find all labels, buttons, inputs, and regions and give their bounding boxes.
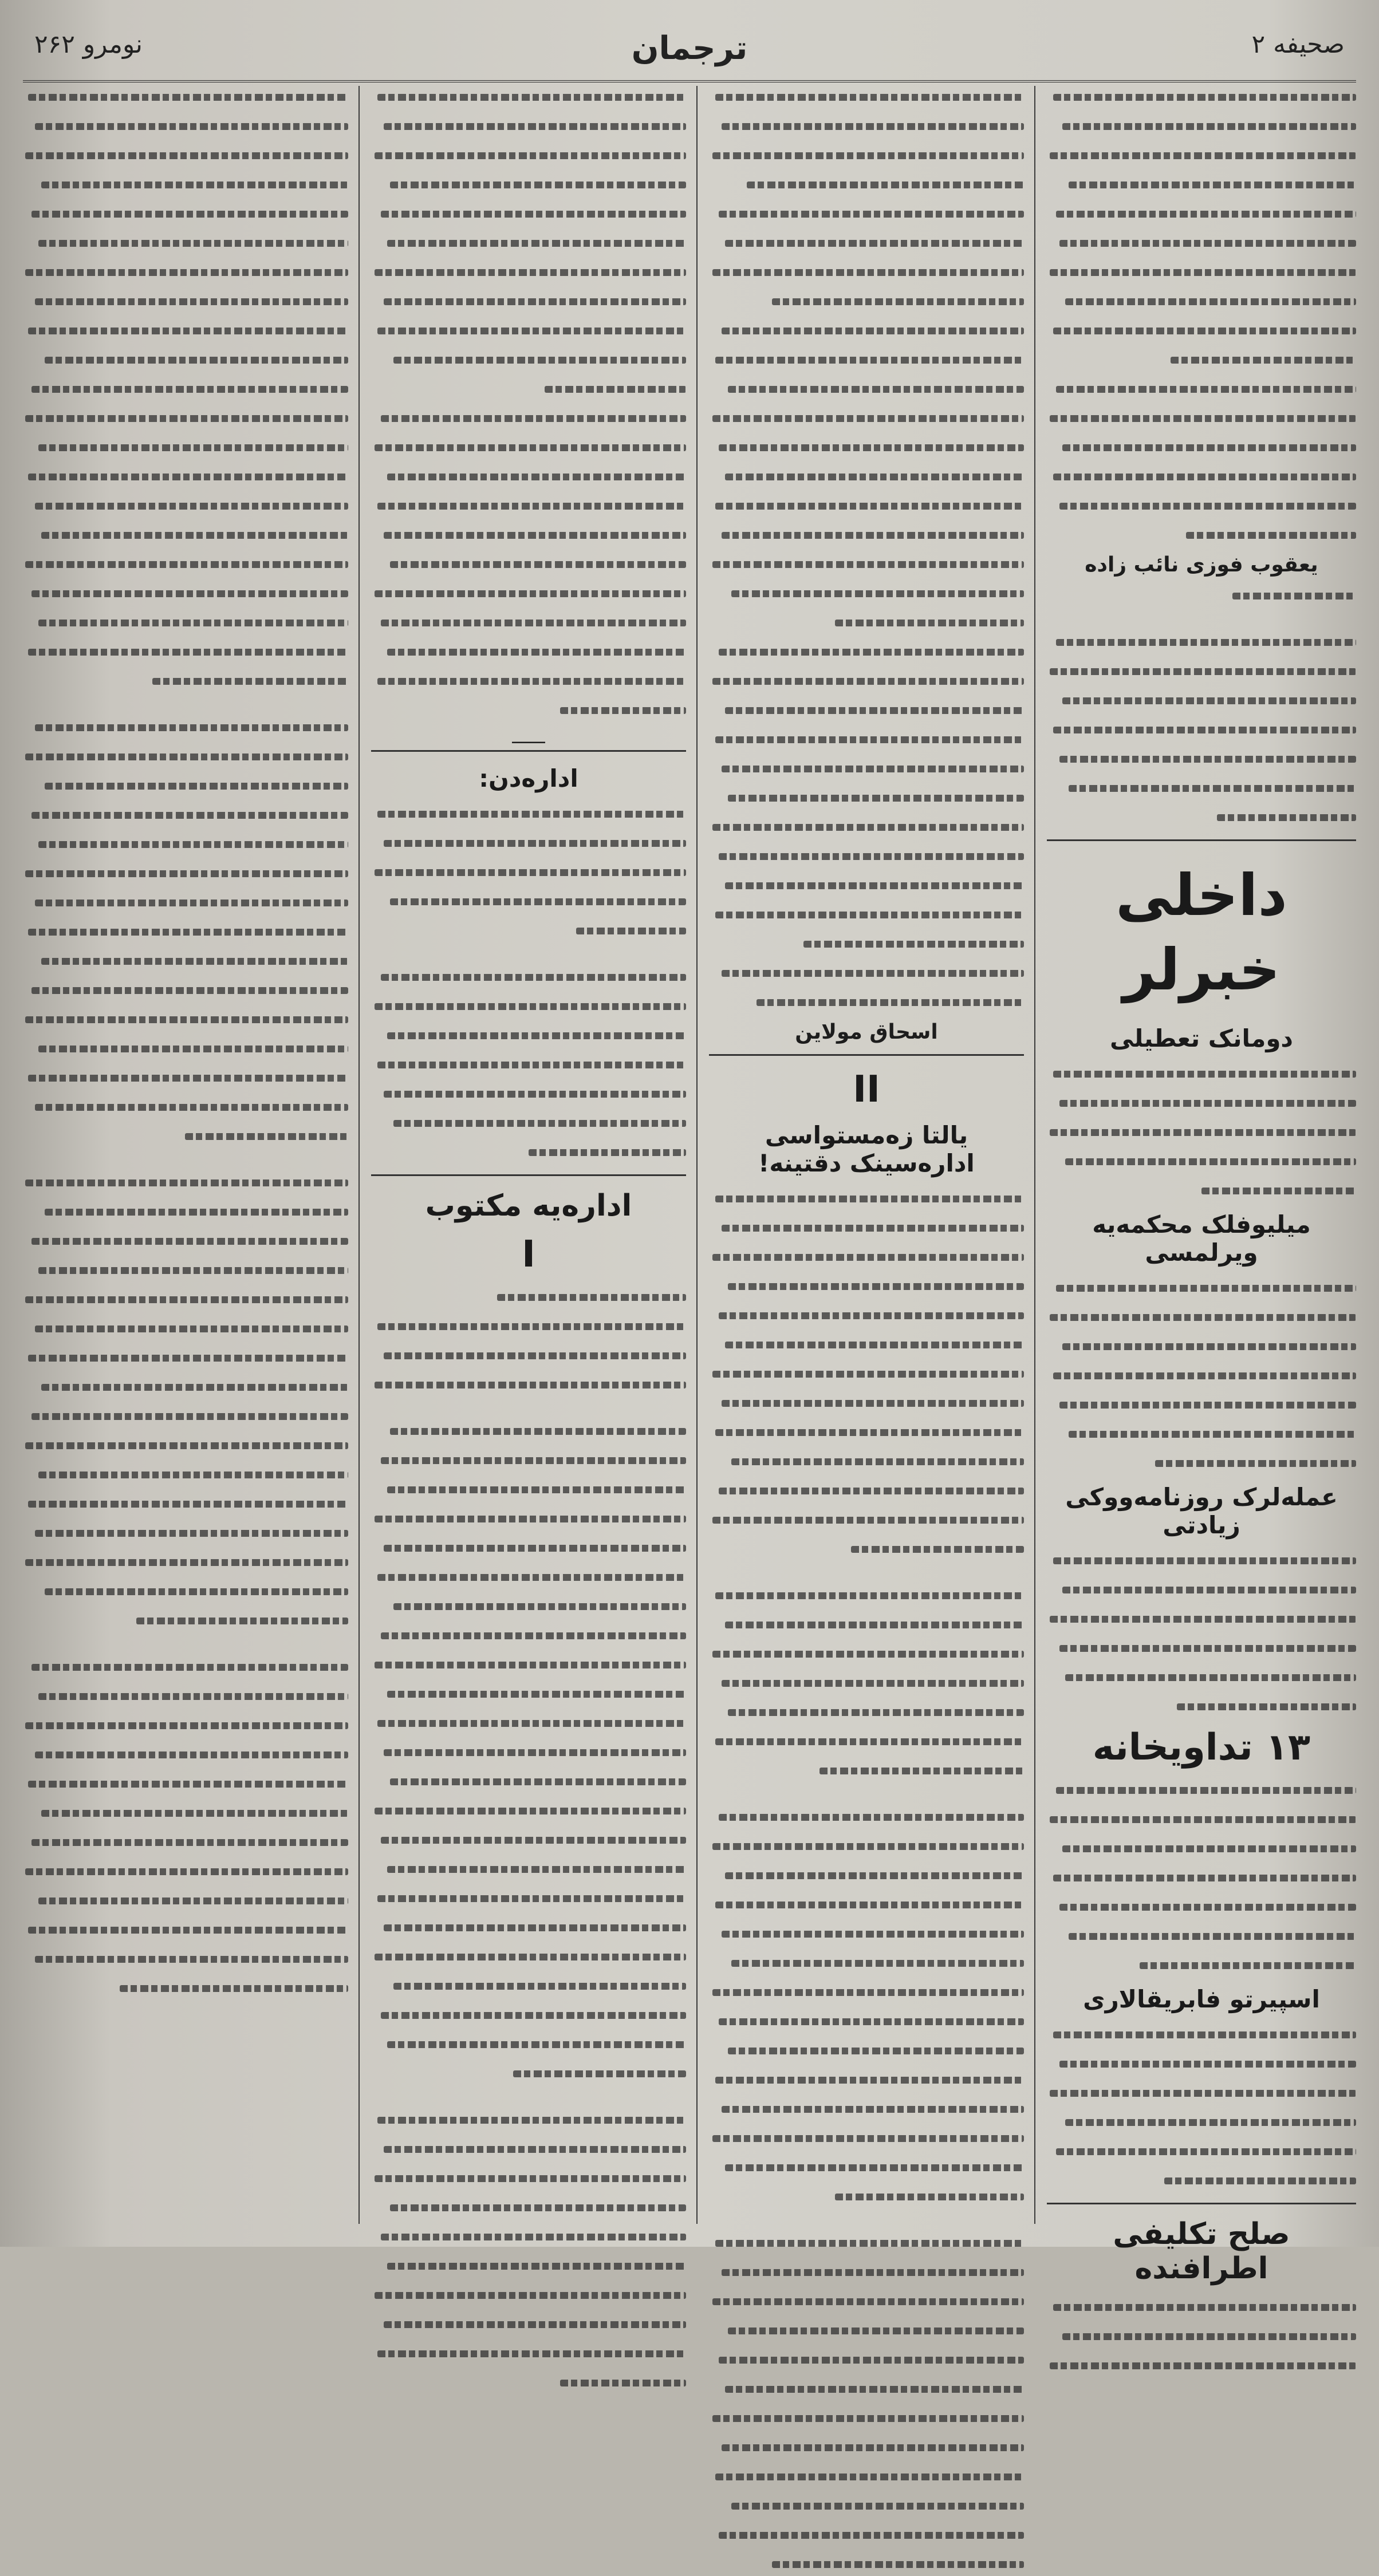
subheading: اداره‌یه مکتوب (425, 1189, 632, 1223)
page-label: صحیفه ۲ (1251, 30, 1345, 59)
subheading: صلح تکلیفی اطرافنده (1113, 2217, 1290, 2286)
issue-number: نومرو ۲۶۲ (34, 30, 143, 59)
subheading: یالتا زه‌مستواسی اداره‌سینک دقتینه! (758, 1121, 975, 1177)
roman-numeral: I (522, 1233, 535, 1276)
column-4 (22, 86, 348, 2224)
subheading: میلیوفلک محکمه‌یه ویرلمسی (1092, 1210, 1311, 1267)
article-text (1047, 1063, 1356, 1202)
column-2 (709, 86, 1024, 2224)
signature: اسحاق مولاین (795, 1020, 938, 1044)
column-rule (696, 86, 698, 2224)
article-text (1047, 1277, 1356, 1475)
article-text (371, 803, 686, 1164)
article-text (709, 86, 1024, 1014)
masthead (23, 17, 1356, 82)
column-1 (1047, 86, 1356, 2286)
article-text (371, 1286, 686, 2394)
subheading: عمله‌لرک روزنامه‌ووکی زیادتی (1065, 1483, 1338, 1539)
article-text (1047, 631, 1356, 829)
article-text (371, 86, 686, 722)
signature: یعقوب فوزی نائب زاده (1085, 553, 1318, 577)
article-text (1047, 86, 1356, 547)
column-rule (1034, 86, 1035, 2224)
roman-numeral: II (853, 1068, 880, 1111)
article-text (1047, 1549, 1356, 1718)
section-title: داخلی خبرلر (1116, 862, 1287, 1003)
subheading: دومانک تعطیلی (1109, 1024, 1293, 1052)
article-text (1047, 2023, 1356, 2192)
column-rule (358, 86, 360, 2224)
subheading: اسپیرتو فابریقالاری (1083, 1985, 1320, 2013)
article-text (1047, 1779, 1356, 1977)
end-mark: ـــــــ (512, 728, 545, 747)
article-text (1047, 2296, 1356, 2377)
column-3 (371, 86, 686, 2224)
subheading: اداره‌دن: (479, 764, 578, 792)
subheading: ۱۳ تداویخانه (1092, 1726, 1311, 1769)
article-text (22, 86, 348, 2000)
newspaper-title: ترجمان (631, 30, 748, 67)
article-text (709, 1188, 1024, 2576)
